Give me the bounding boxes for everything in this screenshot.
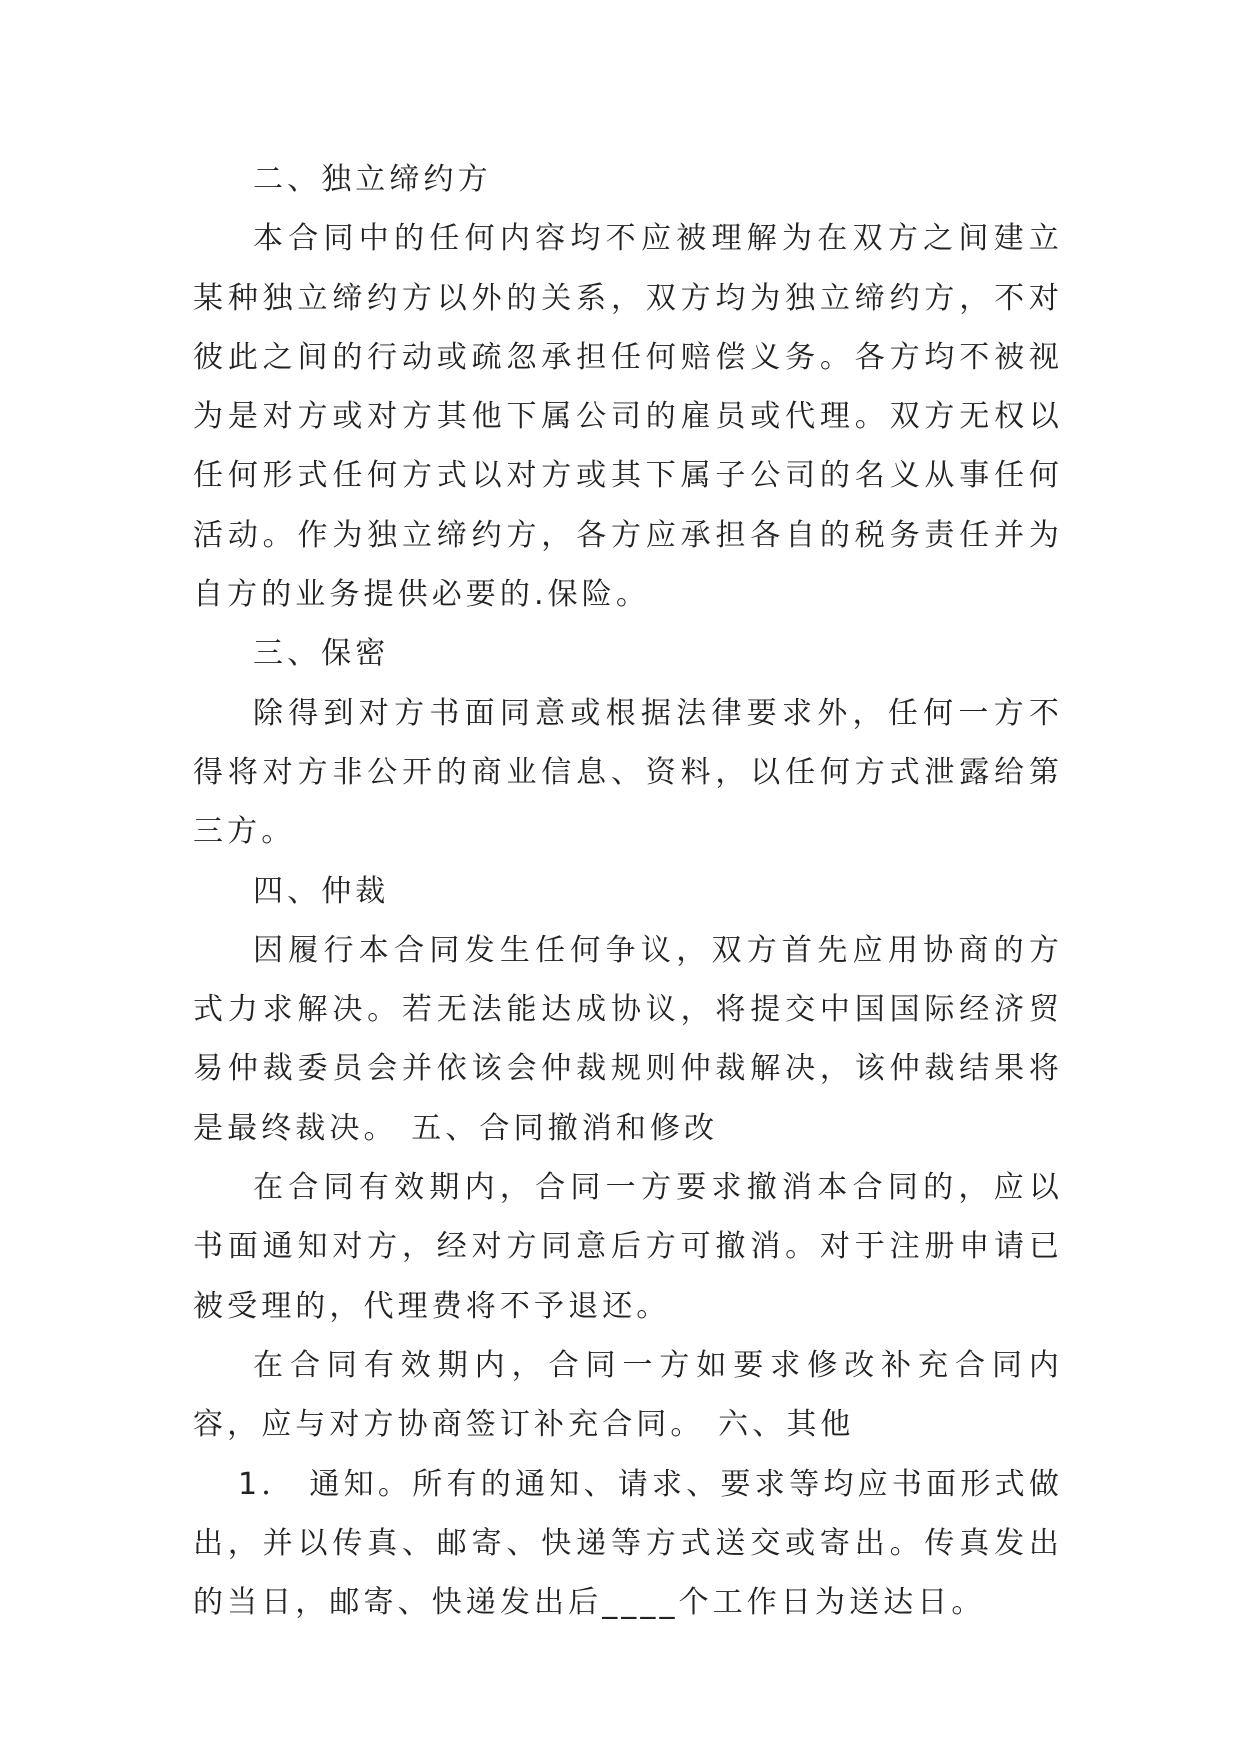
paragraph-amendment: 在合同有效期内，合同一方如要求修改补充合同内容，应与对方协商签订补充合同。 六、其他 — [193, 1347, 1063, 1443]
section-heading-confidentiality: 三、保密 — [253, 636, 390, 672]
section-heading-arbitration: 四、仲裁 — [253, 873, 390, 909]
section-heading-independent-parties: 二、独立缔约方 — [253, 162, 492, 197]
document-body — [193, 150, 1063, 1632]
paragraph-revocation: 在合同有效期内，合同一方要求撤消本合同的，应以书面通知对方，经对方同意后方可撤消。对于注册申请已被受理的，代理费将不予退还。 — [193, 1170, 1063, 1324]
paragraph-arbitration: 因履行本合同发生任何争议，双方首先应用协商的方式力求解决。若无法能达成协议，将提交中国国际经济贸易仲裁委员会并依该会仲裁规则仲裁解决，该仲裁结果将是最终裁决。 五、合同撤消和修改 — [193, 932, 1063, 1146]
paragraph-notice: 1． 通知。所有的通知、请求、要求等均应书面形式做出，并以传真、邮寄、快递等方式送交或寄出。传真发出的当日，邮寄、快递发出后____个工作日为送达日。 — [193, 1466, 1063, 1621]
paragraph-independent-parties: 本合同中的任何内容均不应被理解为在双方之间建立某种独立缔约方以外的关系，双方均为独立缔约方，不对彼此之间的行动或疏忽承担任何赔偿义务。各方均不被视为是对方或对方其他下属公司的雇员或代理。双方无权以任何形式任何方式以对方或其下属子公司的名义从事任何活动。作为独立缔约方，各方应承担各自的税务责任并为自方的业务提供必要的.保险。 — [193, 221, 1063, 613]
paragraph-confidentiality: 除得到对方书面同意或根据法律要求外，任何一方不得将对方非公开的商业信息、资料，以任何方式泄露给第三方。 — [193, 695, 1063, 850]
